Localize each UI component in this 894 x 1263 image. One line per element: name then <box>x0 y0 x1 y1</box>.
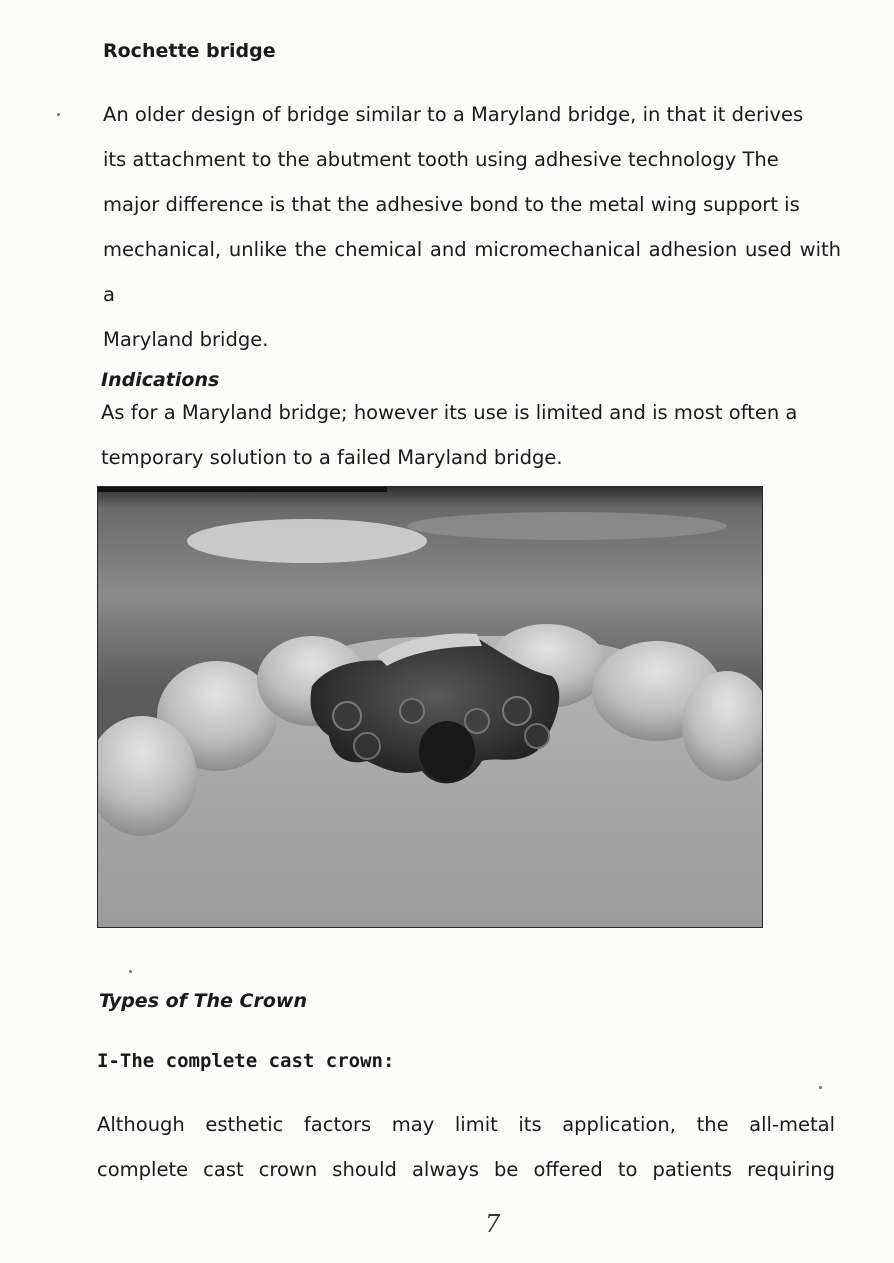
paragraph-indications <box>101 390 823 480</box>
text-line: An older design of bridge similar to a Maryland bridge, in that it derives <box>103 103 804 126</box>
text-line: Although esthetic factors may limit its application, the all-metal <box>97 1113 835 1136</box>
paragraph-rochette-bridge <box>103 92 841 362</box>
text-line: complete cast crown should always be offered to patients requiring <box>97 1158 835 1181</box>
section-title-rochette-bridge: Rochette bridge <box>103 40 276 62</box>
scan-speck <box>57 113 60 116</box>
text-line: Maryland bridge. <box>103 328 269 351</box>
text-line: mechanical, unlike the chemical and micromechanical adhesion used with a <box>103 238 841 306</box>
section-title-indications: Indications <box>101 369 220 391</box>
text-line: temporary solution to a failed Maryland bridge. <box>101 446 563 469</box>
text-line: As for a Maryland bridge; however its use is limited and is most often a <box>101 401 798 424</box>
subsection-title-complete-cast-crown: I-The complete cast crown: <box>97 1050 395 1072</box>
scan-speck <box>129 970 132 973</box>
text-line: major difference is that the adhesive bond to the metal wing support is <box>103 193 800 216</box>
scan-speck <box>819 1086 822 1089</box>
section-title-types-of-crown: Types of The Crown <box>99 990 307 1012</box>
rochette-bridge-photo <box>97 486 763 928</box>
paragraph-complete-cast-crown <box>97 1102 835 1192</box>
page-number: 7 <box>485 1210 501 1238</box>
text-line: its attachment to the abutment tooth using adhesive technology The <box>103 148 779 171</box>
